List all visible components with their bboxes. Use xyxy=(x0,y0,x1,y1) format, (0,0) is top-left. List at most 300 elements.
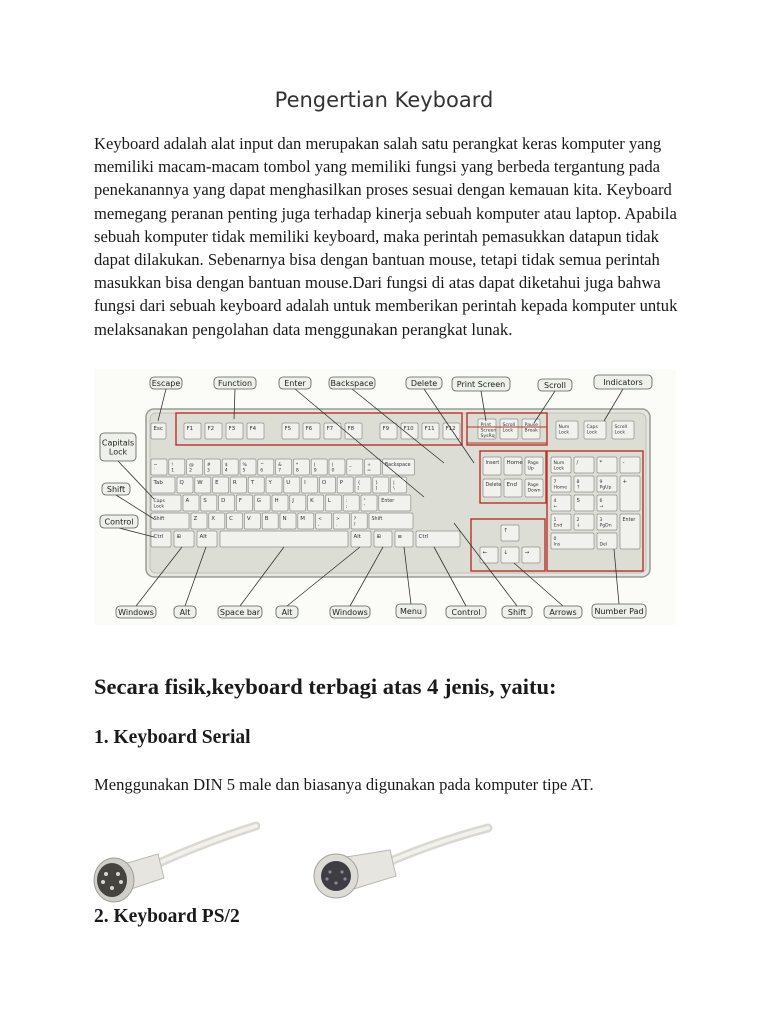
svg-text:7: 7 xyxy=(278,468,282,474)
svg-text:6: 6 xyxy=(260,468,264,474)
svg-text:Indicators: Indicators xyxy=(603,378,643,387)
svg-text:U: U xyxy=(286,480,291,486)
key-sys-2 xyxy=(522,419,540,439)
key-row-q xyxy=(337,477,353,493)
svg-text:Esc: Esc xyxy=(153,426,163,432)
key-row-num xyxy=(151,459,167,475)
svg-text:B: B xyxy=(264,516,269,522)
key-row-z xyxy=(262,513,278,529)
key-row-q xyxy=(177,477,193,493)
svg-text:$: $ xyxy=(224,463,228,468)
svg-text:P: P xyxy=(339,480,344,486)
callout-left-1 xyxy=(102,483,130,495)
svg-text:Lock: Lock xyxy=(558,430,569,436)
key-row-num xyxy=(240,459,256,475)
svg-text:Lock: Lock xyxy=(502,428,513,434)
key-windows-right xyxy=(374,531,392,547)
svg-text:→: → xyxy=(524,550,530,556)
svg-text:~: ~ xyxy=(153,463,158,468)
svg-text:2: 2 xyxy=(576,518,580,523)
svg-text:Delete: Delete xyxy=(485,483,502,488)
svg-text:Lock: Lock xyxy=(553,466,564,472)
svg-text:1: 1 xyxy=(553,518,557,523)
svg-text:<: < xyxy=(318,517,322,522)
svg-text:↑: ↑ xyxy=(503,528,509,534)
key-ctrl-right xyxy=(416,531,460,547)
svg-text:↑: ↑ xyxy=(576,485,581,491)
key-row-a xyxy=(183,495,199,511)
svg-text:Alt: Alt xyxy=(353,534,361,540)
svg-text:Lock: Lock xyxy=(586,430,597,436)
key-shift-left xyxy=(151,513,189,529)
svg-text:Insert: Insert xyxy=(485,461,500,466)
key-row-a xyxy=(219,495,235,511)
key-nav-top xyxy=(525,457,543,475)
key-arrow xyxy=(501,547,519,563)
svg-text:F: F xyxy=(238,498,243,504)
callout-bottom-2 xyxy=(218,606,262,618)
key-arrow xyxy=(522,547,540,563)
key-row-z xyxy=(209,513,225,529)
svg-text:SysRq: SysRq xyxy=(480,434,495,439)
key-row-z xyxy=(280,513,296,529)
svg-text:Q: Q xyxy=(179,480,184,486)
svg-text:Control: Control xyxy=(104,517,134,527)
callout-top-6 xyxy=(538,379,572,391)
svg-text:/: / xyxy=(353,522,356,528)
key-numpad-del xyxy=(597,533,617,549)
svg-text:Num: Num xyxy=(553,461,565,466)
key-numpad xyxy=(597,476,617,492)
svg-text:=: = xyxy=(367,468,371,474)
key-row-q xyxy=(373,477,389,493)
svg-text:#: # xyxy=(206,463,211,468)
key-numpad xyxy=(551,476,571,492)
key-row-q xyxy=(391,477,407,493)
callout-bottom-9 xyxy=(592,604,646,618)
svg-text:↓: ↓ xyxy=(503,550,509,556)
svg-text:F9: F9 xyxy=(382,426,390,432)
key-numpad-enter xyxy=(620,514,640,549)
svg-text:Backspace: Backspace xyxy=(384,463,411,468)
svg-text:,: , xyxy=(318,522,320,528)
svg-text:Capitals: Capitals xyxy=(101,438,135,448)
svg-text:;: ; xyxy=(345,504,348,510)
key-row-q xyxy=(284,477,300,493)
key-menu xyxy=(395,531,413,547)
key-f2 xyxy=(205,423,222,439)
svg-text:': ' xyxy=(363,504,365,510)
callout-bottom-7 xyxy=(502,606,532,618)
svg-text:9: 9 xyxy=(313,468,317,474)
key-f6 xyxy=(303,423,320,439)
svg-text:PgDn: PgDn xyxy=(599,523,612,529)
key-alt-right xyxy=(351,531,371,547)
key-nav-bottom xyxy=(525,479,543,497)
svg-text:*: * xyxy=(295,463,299,468)
key-row-q xyxy=(319,477,335,493)
svg-text:End: End xyxy=(506,482,517,488)
svg-text:Up: Up xyxy=(527,466,534,472)
key-row-a xyxy=(361,495,377,511)
svg-text:.: . xyxy=(335,522,338,528)
svg-text:Function: Function xyxy=(217,379,253,388)
svg-text:Num: Num xyxy=(558,425,570,430)
key-row-a xyxy=(308,495,324,511)
key-row-num xyxy=(365,459,381,475)
key-row-num xyxy=(311,459,327,475)
svg-text:F7: F7 xyxy=(326,426,334,432)
callout-bottom-0 xyxy=(116,606,156,618)
svg-text:4: 4 xyxy=(224,468,228,474)
svg-text:Home: Home xyxy=(553,485,568,491)
svg-text:-: - xyxy=(622,460,625,466)
svg-text:(: ( xyxy=(313,463,316,468)
svg-text:F6: F6 xyxy=(305,426,313,432)
svg-text:Break: Break xyxy=(524,428,538,434)
svg-text:F5: F5 xyxy=(284,426,292,432)
svg-text:Shift: Shift xyxy=(371,517,383,522)
key-f11 xyxy=(422,423,439,439)
key-numpad xyxy=(574,514,594,530)
svg-text:|: | xyxy=(393,481,395,486)
svg-text:R: R xyxy=(232,480,237,486)
key-row-q xyxy=(355,477,371,493)
svg-text:Lock: Lock xyxy=(614,430,625,436)
svg-text:1: 1 xyxy=(171,468,175,474)
svg-text:%: % xyxy=(242,463,247,468)
svg-text:Menu: Menu xyxy=(400,607,422,616)
key-row-a xyxy=(290,495,306,511)
section-heading: Secara fisik,keyboard terbagi atas 4 jenis, yaitu: xyxy=(94,674,557,699)
key-row-num xyxy=(222,459,238,475)
svg-text:K: K xyxy=(310,498,314,504)
svg-text:Print: Print xyxy=(480,423,492,428)
key-backspace xyxy=(382,459,414,475)
key-numpad xyxy=(551,457,571,473)
key-row-num xyxy=(169,459,185,475)
svg-text:C: C xyxy=(229,516,233,522)
key-sys-0 xyxy=(478,419,496,439)
key-row-num xyxy=(187,459,203,475)
svg-text:F12: F12 xyxy=(445,426,456,432)
callout-bottom-8 xyxy=(544,606,582,618)
svg-text:F8: F8 xyxy=(347,426,355,432)
item2-heading: 2. Keyboard PS/2 xyxy=(94,906,240,927)
indicator-1 xyxy=(584,421,606,439)
svg-text:D: D xyxy=(221,498,226,504)
key-row-num xyxy=(276,459,292,475)
svg-text:Page: Page xyxy=(527,483,539,488)
svg-text:>: > xyxy=(335,517,340,522)
key-row-q xyxy=(230,477,246,493)
key-numpad xyxy=(597,514,617,530)
key-f8 xyxy=(345,423,362,439)
key-alt-left xyxy=(197,531,217,547)
callout-top-5 xyxy=(452,377,510,391)
svg-text:Scroll: Scroll xyxy=(614,425,628,430)
callout-bottom-6 xyxy=(446,606,486,618)
key-nav-bottom xyxy=(504,479,522,497)
callout-top-7 xyxy=(594,375,652,389)
key-row-q xyxy=(248,477,264,493)
key-row-z xyxy=(333,513,349,529)
svg-text:F1: F1 xyxy=(186,426,194,432)
key-row-num xyxy=(293,459,309,475)
callout-top-0 xyxy=(150,377,182,389)
key-row-q xyxy=(213,477,229,493)
svg-text:Screen: Screen xyxy=(480,428,497,434)
svg-text:⊞: ⊞ xyxy=(176,534,182,540)
key-row-z xyxy=(298,513,314,529)
key-nav-top xyxy=(504,457,523,475)
svg-text:Ctrl: Ctrl xyxy=(418,534,429,540)
svg-text:F4: F4 xyxy=(249,426,257,432)
svg-text:Scroll: Scroll xyxy=(544,381,566,390)
callout-bottom-3 xyxy=(276,606,298,618)
svg-text:→: → xyxy=(599,504,604,510)
svg-text:Lock: Lock xyxy=(153,504,164,510)
key-row-a xyxy=(325,495,341,511)
svg-text:Print Screen: Print Screen xyxy=(456,380,506,389)
svg-text:Pause: Pause xyxy=(524,423,539,428)
svg-text:@: @ xyxy=(189,463,194,468)
callout-left-2 xyxy=(100,515,138,528)
svg-text:H: H xyxy=(274,498,279,504)
key-shift-right xyxy=(369,513,413,529)
key-numpad-plus xyxy=(620,476,640,511)
svg-text:I: I xyxy=(304,480,306,486)
svg-text:+: + xyxy=(622,479,628,485)
key-row-num xyxy=(258,459,274,475)
svg-text:M: M xyxy=(300,516,306,522)
key-esc xyxy=(151,423,166,439)
svg-text:!: ! xyxy=(171,463,174,468)
svg-text:_: _ xyxy=(349,463,352,468)
key-numpad xyxy=(597,457,617,473)
key-f4 xyxy=(247,423,264,439)
callout-top-3 xyxy=(329,377,375,389)
svg-text:F11: F11 xyxy=(424,426,435,432)
svg-text::: : xyxy=(345,499,348,504)
svg-text:0: 0 xyxy=(331,468,335,474)
svg-text:Enter: Enter xyxy=(622,518,636,523)
svg-text:Windows: Windows xyxy=(332,608,368,617)
svg-text:Control: Control xyxy=(451,608,481,617)
svg-text:≡: ≡ xyxy=(397,534,403,540)
svg-text:]: ] xyxy=(375,486,378,492)
callout-top-4 xyxy=(406,377,442,389)
svg-text:F2: F2 xyxy=(207,426,215,432)
key-row-z xyxy=(316,513,332,529)
indicator-0 xyxy=(556,421,578,439)
svg-text:Shift: Shift xyxy=(153,517,165,522)
key-numpad xyxy=(597,495,617,511)
svg-text:L: L xyxy=(327,498,331,504)
svg-text:Down: Down xyxy=(527,488,541,494)
svg-text:Enter: Enter xyxy=(381,499,395,504)
key-row-q xyxy=(302,477,318,493)
svg-text:Lock: Lock xyxy=(108,447,128,457)
svg-text:?: ? xyxy=(353,517,357,522)
svg-text:Caps: Caps xyxy=(153,499,165,504)
callout-top-2 xyxy=(279,377,311,389)
svg-text:3: 3 xyxy=(599,518,603,523)
svg-text:[: [ xyxy=(357,486,360,492)
key-row-num xyxy=(329,459,345,475)
key-numpad xyxy=(574,476,594,492)
key-numpad xyxy=(551,495,571,511)
svg-text:{: { xyxy=(357,481,361,486)
key-row-num xyxy=(347,459,363,475)
svg-text:←: ← xyxy=(482,550,488,556)
svg-text:Ins: Ins xyxy=(553,542,561,548)
key-sys-1 xyxy=(500,419,518,439)
svg-text:6: 6 xyxy=(599,499,603,504)
svg-text:F3: F3 xyxy=(228,426,236,432)
svg-text:Del: Del xyxy=(599,542,608,548)
key-f1 xyxy=(184,423,201,439)
key-ctrl-left xyxy=(151,531,171,547)
key-row-q xyxy=(266,477,282,493)
svg-text:Alt: Alt xyxy=(281,608,293,617)
svg-text:Alt: Alt xyxy=(179,608,191,617)
key-numpad xyxy=(574,495,594,511)
svg-text:X: X xyxy=(211,516,216,522)
svg-text:V: V xyxy=(246,516,251,522)
svg-text:-: - xyxy=(349,468,351,474)
key-row-num xyxy=(204,459,220,475)
callout-bottom-4 xyxy=(330,606,370,618)
svg-text:*: * xyxy=(599,460,603,466)
svg-text:End: End xyxy=(553,523,563,529)
key-windows-left xyxy=(174,531,194,547)
svg-text:Enter: Enter xyxy=(284,379,306,388)
svg-text:S: S xyxy=(203,498,207,504)
key-row-z xyxy=(351,513,367,529)
svg-text:Home: Home xyxy=(506,460,523,466)
svg-text:W: W xyxy=(197,480,203,486)
key-row-a xyxy=(201,495,217,511)
svg-text:3: 3 xyxy=(206,468,210,474)
key-numpad xyxy=(574,457,594,473)
key-f9 xyxy=(380,423,397,439)
callout-bottom-1 xyxy=(174,606,196,618)
svg-text:E: E xyxy=(215,480,219,486)
svg-text:Z: Z xyxy=(193,516,198,522)
key-f5 xyxy=(282,423,299,439)
svg-text:`: ` xyxy=(153,468,156,474)
svg-text:Backspace: Backspace xyxy=(330,379,374,388)
svg-text:T: T xyxy=(250,480,255,486)
key-nav-bottom xyxy=(483,479,501,497)
key-numpad-0 xyxy=(551,533,594,549)
svg-text:0: 0 xyxy=(553,537,557,542)
key-row-q xyxy=(195,477,211,493)
svg-text:J: J xyxy=(292,498,294,504)
svg-text:Space bar: Space bar xyxy=(219,608,261,617)
svg-text:2: 2 xyxy=(189,468,193,474)
key-arrow-up xyxy=(501,525,519,541)
svg-text:5: 5 xyxy=(242,468,246,474)
key-f3 xyxy=(226,423,243,439)
key-f10 xyxy=(401,423,418,439)
svg-text:+: + xyxy=(367,463,371,468)
svg-text:5: 5 xyxy=(576,498,580,504)
svg-text:PgUp: PgUp xyxy=(599,485,612,491)
svg-text:N: N xyxy=(282,516,287,522)
svg-text:F10: F10 xyxy=(403,426,414,432)
svg-text:9: 9 xyxy=(599,480,603,485)
key-enter xyxy=(379,495,411,511)
key-row-a xyxy=(254,495,270,511)
key-row-a xyxy=(236,495,252,511)
key-row-z xyxy=(191,513,207,529)
svg-text:/: / xyxy=(576,460,579,466)
din5-female-cable-image xyxy=(310,820,494,910)
item1-heading: 1. Keyboard Serial xyxy=(94,727,251,748)
key-row-a xyxy=(343,495,359,511)
callout-bottom-5 xyxy=(396,604,426,618)
svg-text:↓: ↓ xyxy=(576,523,581,529)
svg-text:Number Pad: Number Pad xyxy=(594,607,644,616)
svg-text:Scroll: Scroll xyxy=(502,423,516,428)
svg-text:.: . xyxy=(599,537,601,542)
svg-text:8: 8 xyxy=(295,468,299,474)
svg-text:8: 8 xyxy=(576,480,580,485)
svg-text:Ctrl: Ctrl xyxy=(153,534,164,540)
item1-text: Menggunakan DIN 5 male dan biasanya digunakan pada komputer tipe AT. xyxy=(94,775,594,794)
svg-text:): ) xyxy=(331,463,334,468)
keyboard-diagram xyxy=(94,369,676,625)
svg-text:Arrows: Arrows xyxy=(549,608,577,617)
svg-text:←: ← xyxy=(553,504,558,510)
key-row-z xyxy=(227,513,243,529)
svg-text:}: } xyxy=(375,481,379,486)
callout-top-1 xyxy=(214,377,256,389)
svg-text:Y: Y xyxy=(268,480,272,486)
key-nav-top xyxy=(483,457,501,475)
svg-text:O: O xyxy=(321,480,327,486)
key-f12 xyxy=(443,423,460,439)
key-caps-lock xyxy=(151,495,181,511)
key-row-z xyxy=(244,513,260,529)
svg-text:Tab: Tab xyxy=(153,480,163,486)
page-title: Pengertian Keyboard xyxy=(274,88,494,112)
indicator-2 xyxy=(612,421,634,439)
key-numpad xyxy=(551,514,571,530)
svg-text:&: & xyxy=(278,463,282,468)
key-row-a xyxy=(272,495,288,511)
svg-text:Shift: Shift xyxy=(507,608,527,617)
svg-text:Windows: Windows xyxy=(118,608,154,617)
svg-text:Alt: Alt xyxy=(199,534,207,540)
svg-text:G: G xyxy=(256,498,261,504)
svg-text:\: \ xyxy=(393,486,395,492)
svg-text:Caps: Caps xyxy=(586,425,598,430)
svg-text:": " xyxy=(363,499,366,504)
svg-text:^: ^ xyxy=(260,463,265,468)
svg-text:⊞: ⊞ xyxy=(376,534,382,540)
din5-male-cable-image xyxy=(88,820,260,910)
intro-paragraph: Keyboard adalah alat input dan merupakan salah satu perangkat keras komputer yang memiliki macam-macam tombol yang memiliki fungsi yang berbeda tergantung pada penekanannya yang dapat menghasilkan proses sesuai dengan kemauan kita. Keyboard memegang peranan penting juga terhadap kinerja sebuah komputer atau laptop. Apabila sebuah komputer tidak memiliki keyboard, maka perintah pemasukkan datapun tidak dapat dilakukan. Sebenarnya bisa dengan bantuan mouse, tetapi tidak semua perintah masukkan bisa dengan bantuan mouse.Dari fungsi di atas dapat diketahui juga bahwa fungsi dari sebuah keyboard adalah untuk memberikan perintah kepada komputer untuk melaksanakan pengolahan data menggunakan perangkat lunak. xyxy=(94,134,678,339)
svg-text:4: 4 xyxy=(553,499,557,504)
key-tab xyxy=(151,477,175,493)
svg-text:A: A xyxy=(185,498,190,504)
svg-text:7: 7 xyxy=(553,480,557,485)
key-numpad xyxy=(620,457,640,473)
svg-text:Page: Page xyxy=(527,461,539,466)
